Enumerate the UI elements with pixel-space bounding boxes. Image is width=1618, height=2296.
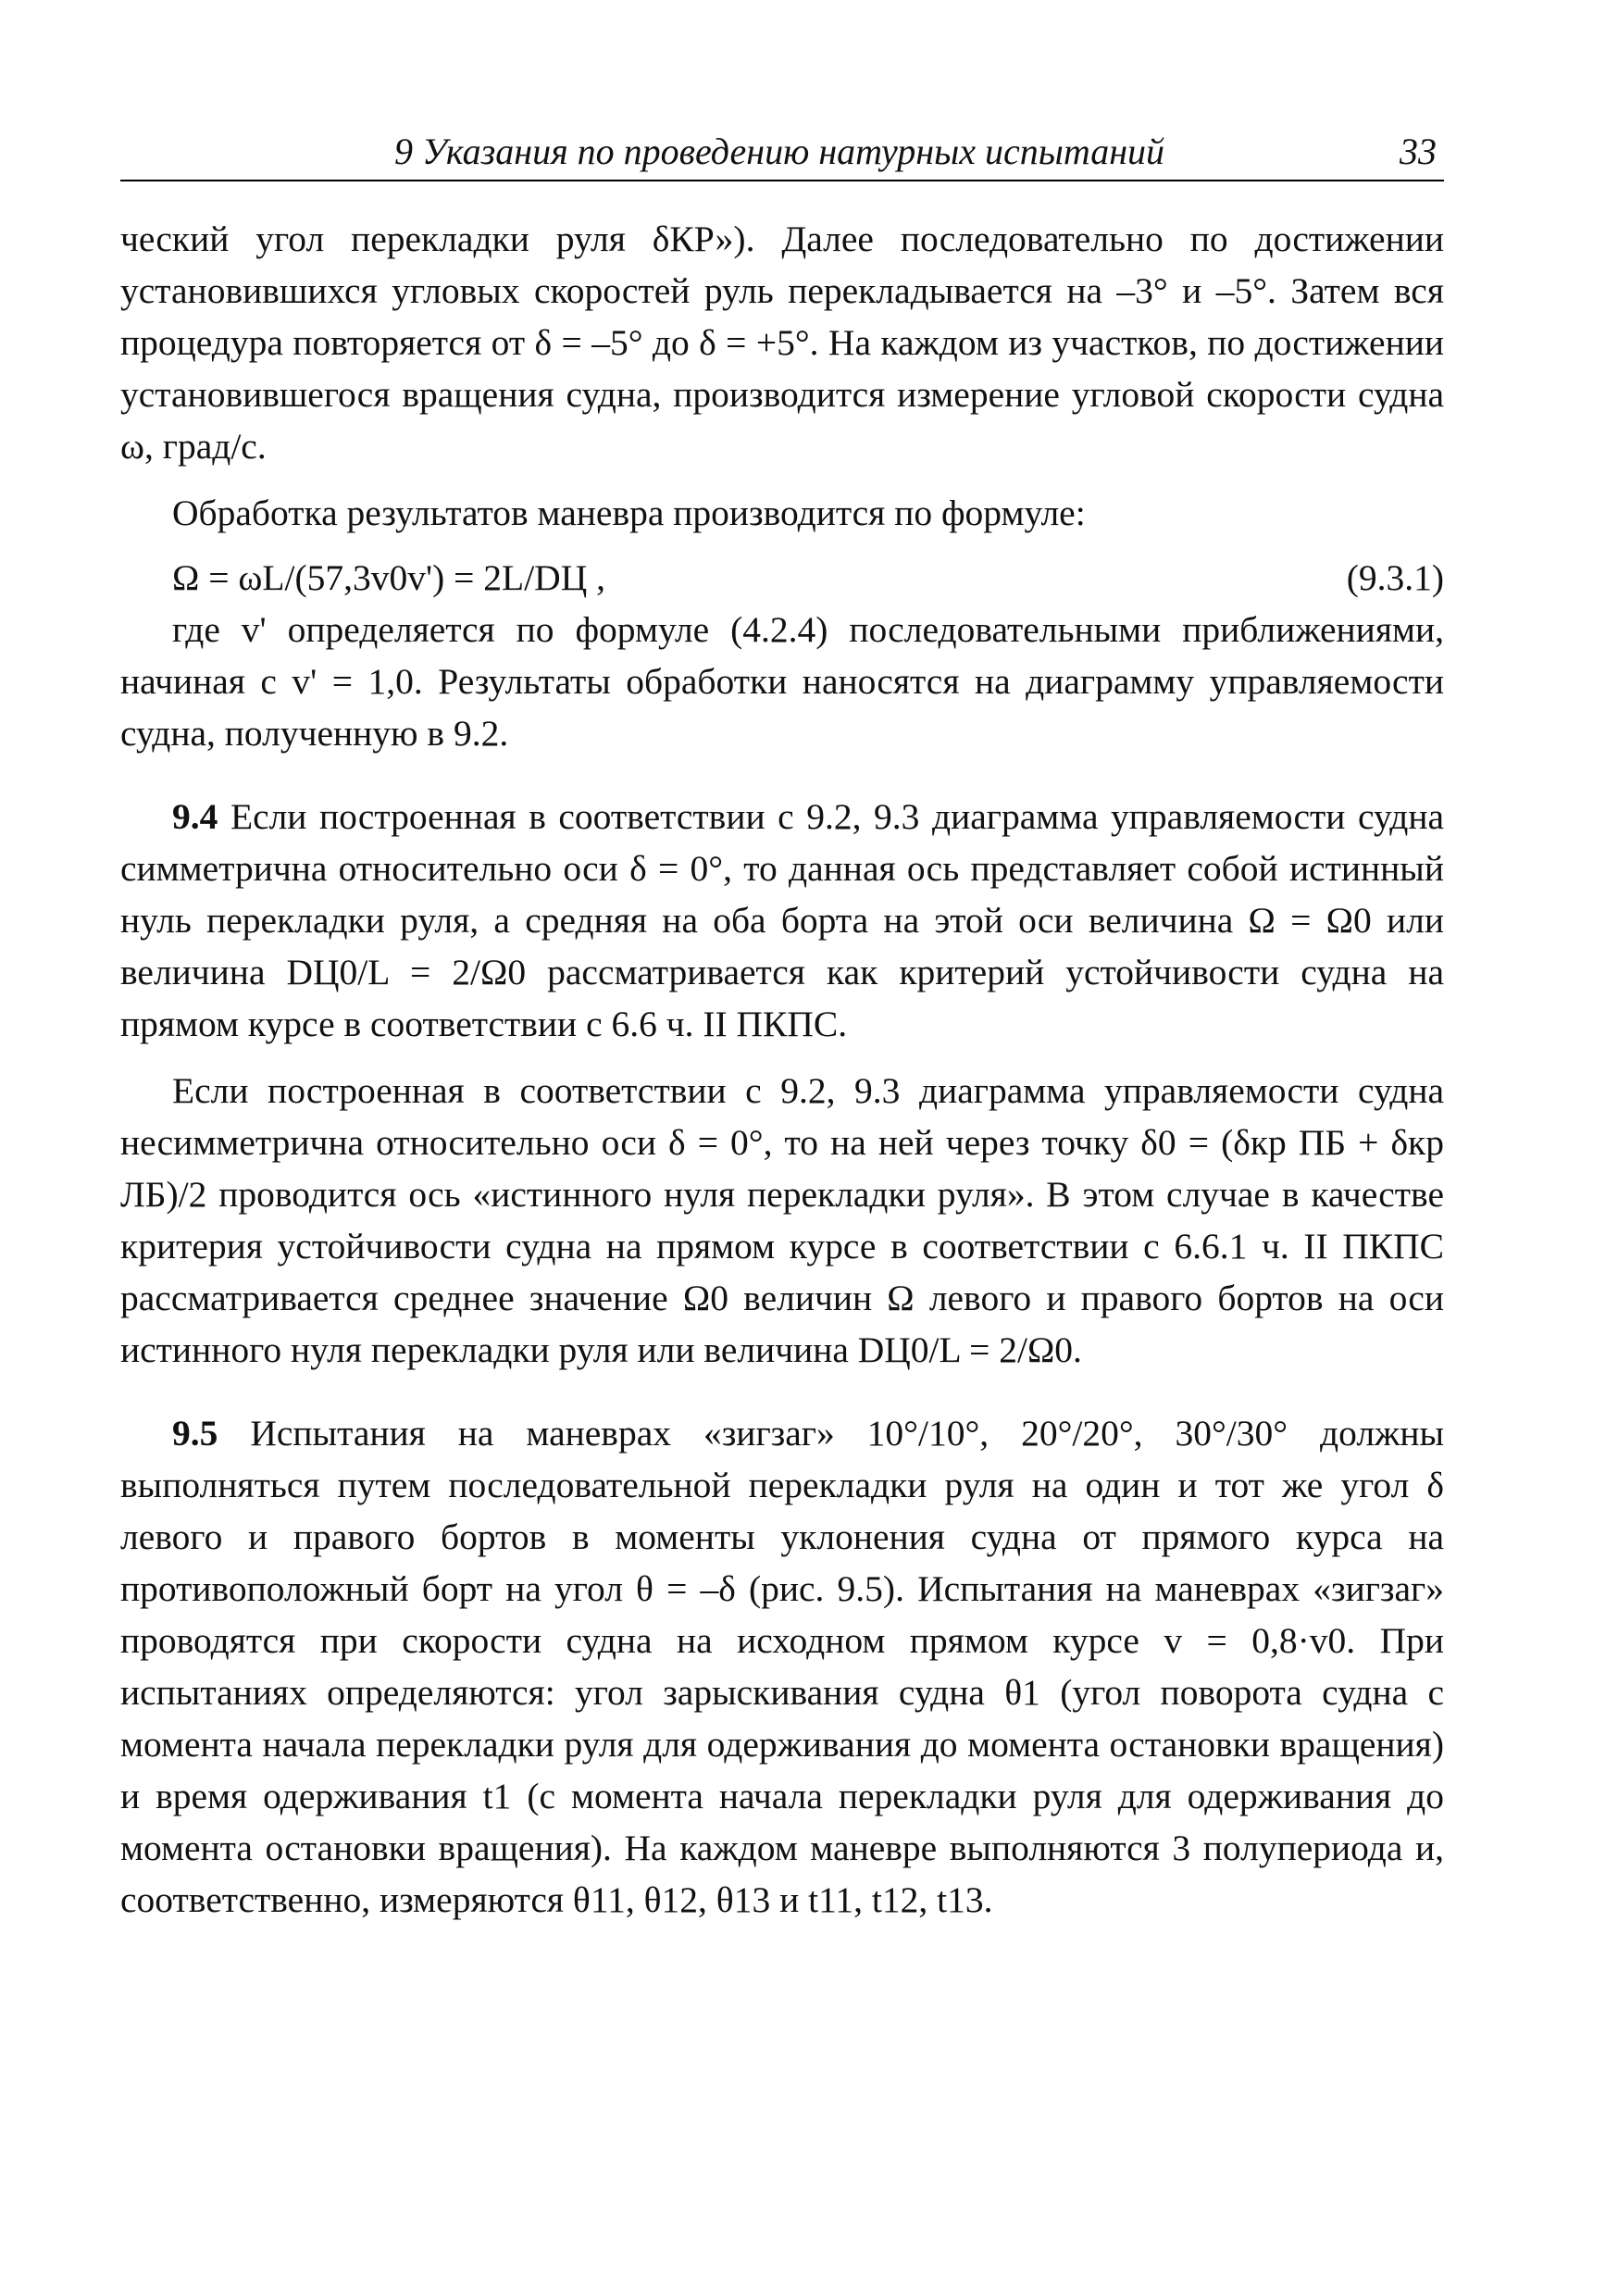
- paragraph: Обработка результатов маневра производится по формуле:: [172, 493, 1086, 533]
- paragraph: где v' определяется по формуле (4.2.4) последовательными приближениями, начиная с v' = 1,0. Результаты обработки наносятся на диаграмму управляемости судна, полученную в 9.2.: [120, 609, 1444, 754]
- section-text: Испытания на маневрах «зигзаг» 10°/10°, 20°/20°, 30°/30° должны выполняться путем последовательной перекладки руля на один и тот же угол δ левого и правого бортов в моменты уклонения судна от прямого курса на противоположный борт на угол θ = –δ (рис. 9.5). Испытания на маневрах «зигзаг» проводятся при скорости судна на исходном прямом курсе v = 0,8·v0. При испытаниях определяются: угол зарыскивания судна θ1 (угол поворота судна с момента начала перекладки руля для одерживания до момента остановки вращения) и время одерживания t1 (с момента начала перекладки руля для одерживания до момента остановки вращения). На каждом маневре выполняются 3 полупериода и, соответственно, измеряются θ11, θ12, θ13 и t11, t12, t13.: [120, 1413, 1445, 1920]
- section-label: 9.4: [172, 796, 218, 837]
- section-text: Если построенная в соответствии с 9.2, 9.3 диаграмма управляемости судна симметрична относительно оси δ = 0°, то данная ось представляет собой истинный нуль перекладки руля, а средняя на оба борта на этой оси величина Ω = Ω0 или величина DЦ0/L = 2/Ω0 рассматривается как критерий устойчивости судна на прямом курсе в соответствии с 6.6 ч. II ПКПС.: [120, 796, 1444, 1044]
- paragraph: Если построенная в соответствии с 9.2, 9.3 диаграмма управляемости судна несимметрична относительно оси δ = 0°, то на ней через точку δ0 = (δкр ПБ + δкр ЛБ)/2 проводится ось «истинного нуля перекладки руля». В этом случае в качестве критерия устойчивости судна на прямом курсе в соответствии с 6.6.1 ч. II ПКПС рассматривается среднее значение Ω0 величин Ω левого и правого бортов на оси истинного нуля перекладки руля или величина DЦ0/L = 2/Ω0.: [120, 1070, 1444, 1370]
- paragraph: ческий угол перекладки руля δКР»). Далее последовательно по достижении установившихся угловых скоростей руль перекладывается на –3° и –5°. Затем вся процедура повторяется от δ = –5° до δ = +5°. На каждом из участков, по достижении установившегося вращения судна, производится измерение угловой скорости судна ω, град/с.: [120, 218, 1444, 467]
- body-text: [120, 213, 1444, 1926]
- formula: [120, 552, 1444, 604]
- page-number: 33: [1400, 131, 1437, 172]
- formula-number: (9.3.1): [1346, 557, 1444, 598]
- section-paragraph-9-5: [120, 1407, 1444, 1926]
- running-header: [120, 128, 1444, 181]
- header-title: 9 Указания по проведению натурных испытаний: [394, 131, 1165, 172]
- section-label: 9.5: [172, 1413, 218, 1454]
- section-paragraph-9-4: [120, 791, 1444, 1050]
- formula-expression: Ω = ωL/(57,3v0v') = 2L/DЦ ,: [172, 557, 605, 598]
